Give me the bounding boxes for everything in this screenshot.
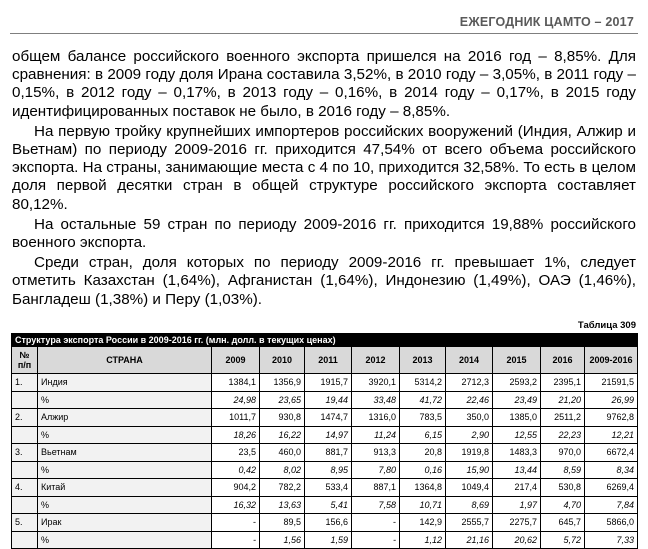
column-header: 2014 (446, 347, 493, 374)
yearbook-title: ЕЖЕГОДНИК ЦАМТО – 2017 (459, 15, 634, 29)
body-text (12, 48, 636, 311)
percent-cell: 16,32 (212, 496, 260, 514)
table-title: Структура экспорта России в 2009-2016 гг. (млн. долл. в текущих ценах) (12, 334, 638, 347)
percent-cell: 5,41 (305, 496, 352, 514)
table-row (12, 514, 638, 532)
value-cell: 782,2 (260, 479, 305, 497)
value-cell: 1384,1 (212, 374, 260, 392)
table-caption: Таблица 309 (577, 320, 636, 331)
percent-cell: 14,97 (305, 426, 352, 444)
value-cell: 645,7 (541, 514, 585, 532)
value-cell: 89,5 (260, 514, 305, 532)
value-cell: 1356,9 (260, 374, 305, 392)
value-cell: 1316,0 (352, 409, 400, 427)
percent-cell: 0,16 (400, 461, 446, 479)
column-header-number: № п/п (12, 347, 38, 374)
value-cell: 1364,8 (400, 479, 446, 497)
value-cell: 887,1 (352, 479, 400, 497)
column-header: 2016 (541, 347, 585, 374)
value-cell: 904,2 (212, 479, 260, 497)
percent-cell: 15,90 (446, 461, 493, 479)
table-row-percent (12, 496, 638, 514)
country-name: Индия (38, 374, 212, 392)
paragraph: Среди стран, доля которых по периоду 2009-2016 гг. превышает 1%, следует отметить Казахстан (1,64%), Афганистан (1,64%), Индонезию (1,49%), ОАЭ (1,46%), Бангладеш (1,38%) и Перу (1,03%). (12, 254, 636, 308)
value-cell: 6672,4 (585, 444, 638, 462)
paragraph: На остальные 59 стран по периоду 2009-2016 гг. приходится 19,88% российского военного экспорта. (12, 215, 636, 252)
row-number-empty (12, 531, 38, 549)
page-header (0, 0, 648, 44)
percent-cell: 8,95 (305, 461, 352, 479)
percent-cell: 6,15 (400, 426, 446, 444)
column-header: 2013 (400, 347, 446, 374)
value-cell: 970,0 (541, 444, 585, 462)
percent-label: % (38, 531, 212, 549)
percent-cell: 2,90 (446, 426, 493, 444)
percent-cell: 21,16 (446, 531, 493, 549)
value-cell: 21591,5 (585, 374, 638, 392)
percent-label: % (38, 496, 212, 514)
table-row-percent (12, 426, 638, 444)
percent-cell: 7,84 (585, 496, 638, 514)
percent-cell: 1,12 (400, 531, 446, 549)
value-cell: 913,3 (352, 444, 400, 462)
value-cell: 1474,7 (305, 409, 352, 427)
table-row-percent (12, 461, 638, 479)
percent-cell: 33,48 (352, 391, 400, 409)
value-cell: 3920,1 (352, 374, 400, 392)
value-cell: 2275,7 (493, 514, 541, 532)
value-cell: 5866,0 (585, 514, 638, 532)
percent-cell: 4,70 (541, 496, 585, 514)
value-cell: 2712,3 (446, 374, 493, 392)
value-cell: 1915,7 (305, 374, 352, 392)
percent-label: % (38, 461, 212, 479)
percent-cell: 11,24 (352, 426, 400, 444)
row-number: 5. (12, 514, 38, 532)
export-table (11, 333, 638, 549)
percent-cell: 7,58 (352, 496, 400, 514)
value-cell: 460,0 (260, 444, 305, 462)
row-number: 2. (12, 409, 38, 427)
value-cell: - (212, 514, 260, 532)
row-number: 3. (12, 444, 38, 462)
percent-cell: 13,63 (260, 496, 305, 514)
column-header: 2011 (305, 347, 352, 374)
value-cell: 930,8 (260, 409, 305, 427)
row-number-empty (12, 426, 38, 444)
percent-cell: - (212, 531, 260, 549)
value-cell: 23,5 (212, 444, 260, 462)
percent-cell: 10,71 (400, 496, 446, 514)
percent-cell: 7,33 (585, 531, 638, 549)
table-title-row (12, 334, 638, 347)
value-cell: 2555,7 (446, 514, 493, 532)
country-name: Алжир (38, 409, 212, 427)
table-row (12, 409, 638, 427)
value-cell: 9762,8 (585, 409, 638, 427)
paragraph: На первую тройку крупнейших импортеров российских вооружений (Индия, Алжир и Вьетнам) по периоду 2009-2016 гг. приходится 47,54% от всего объема российского экспорта. На страны, занимающие места с 4 по 10, приходится 32,58%. То есть в целом доля первой десятки стран в общей структуре российского экспорта составляет 80,12%. (12, 122, 636, 213)
column-header: 2009-2016 (585, 347, 638, 374)
column-header: 2015 (493, 347, 541, 374)
percent-cell: 0,42 (212, 461, 260, 479)
value-cell: 2511,2 (541, 409, 585, 427)
value-cell: 5314,2 (400, 374, 446, 392)
percent-cell: 8,02 (260, 461, 305, 479)
percent-cell: 22,23 (541, 426, 585, 444)
country-name: Ирак (38, 514, 212, 532)
value-cell: 1483,3 (493, 444, 541, 462)
value-cell: 530,8 (541, 479, 585, 497)
percent-cell: 7,80 (352, 461, 400, 479)
header-divider (10, 33, 638, 34)
percent-cell: 8,59 (541, 461, 585, 479)
table-row-percent (12, 531, 638, 549)
paragraph: общем балансе российского военного экспорта пришелся на 2016 год – 8,85%. Для сравнения: в 2009 году доля Ирана составила 3,52%, в 2010 году – 3,05%, в 2011 году – 0,15%, в 2012 году – 0,17%, в 2013 году – 0,16%, в 2014 году – 0,17%, в 2015 году идентифицированных поставок не было, в 2016 году – 8,85%. (12, 48, 636, 120)
percent-cell: 41,72 (400, 391, 446, 409)
column-header: 2010 (260, 347, 305, 374)
value-cell: 6269,4 (585, 479, 638, 497)
percent-cell: 8,69 (446, 496, 493, 514)
value-cell: 1049,4 (446, 479, 493, 497)
percent-cell: 22,46 (446, 391, 493, 409)
value-cell: 533,4 (305, 479, 352, 497)
percent-cell: 23,49 (493, 391, 541, 409)
country-name: Вьетнам (38, 444, 212, 462)
row-number-empty (12, 496, 38, 514)
value-cell: 142,9 (400, 514, 446, 532)
percent-cell: 23,65 (260, 391, 305, 409)
percent-label: % (38, 391, 212, 409)
percent-cell: - (352, 531, 400, 549)
value-cell: 1011,7 (212, 409, 260, 427)
row-number: 4. (12, 479, 38, 497)
country-name: Китай (38, 479, 212, 497)
row-number-empty (12, 461, 38, 479)
table-row (12, 374, 638, 392)
table-header-row (12, 347, 638, 374)
value-cell: 1385,0 (493, 409, 541, 427)
value-cell: 881,7 (305, 444, 352, 462)
percent-cell: 20,62 (493, 531, 541, 549)
column-header: 2012 (352, 347, 400, 374)
row-number: 1. (12, 374, 38, 392)
value-cell: 2593,2 (493, 374, 541, 392)
percent-cell: 1,56 (260, 531, 305, 549)
percent-cell: 12,55 (493, 426, 541, 444)
percent-cell: 1,59 (305, 531, 352, 549)
percent-cell: 24,98 (212, 391, 260, 409)
value-cell: 217,4 (493, 479, 541, 497)
percent-label: % (38, 426, 212, 444)
row-number-empty (12, 391, 38, 409)
percent-cell: 13,44 (493, 461, 541, 479)
percent-cell: 12,21 (585, 426, 638, 444)
value-cell: 2395,1 (541, 374, 585, 392)
value-cell: - (352, 514, 400, 532)
value-cell: 783,5 (400, 409, 446, 427)
value-cell: 1919,8 (446, 444, 493, 462)
column-header: СТРАНА (38, 347, 212, 374)
value-cell: 350,0 (446, 409, 493, 427)
table-row-percent (12, 391, 638, 409)
table-row (12, 444, 638, 462)
percent-cell: 16,22 (260, 426, 305, 444)
percent-cell: 26,99 (585, 391, 638, 409)
value-cell: 20,8 (400, 444, 446, 462)
column-header: 2009 (212, 347, 260, 374)
percent-cell: 8,34 (585, 461, 638, 479)
table-row (12, 479, 638, 497)
percent-cell: 5,72 (541, 531, 585, 549)
export-table-wrapper (11, 333, 637, 549)
percent-cell: 21,20 (541, 391, 585, 409)
percent-cell: 18,26 (212, 426, 260, 444)
percent-cell: 1,97 (493, 496, 541, 514)
value-cell: 156,6 (305, 514, 352, 532)
percent-cell: 19,44 (305, 391, 352, 409)
